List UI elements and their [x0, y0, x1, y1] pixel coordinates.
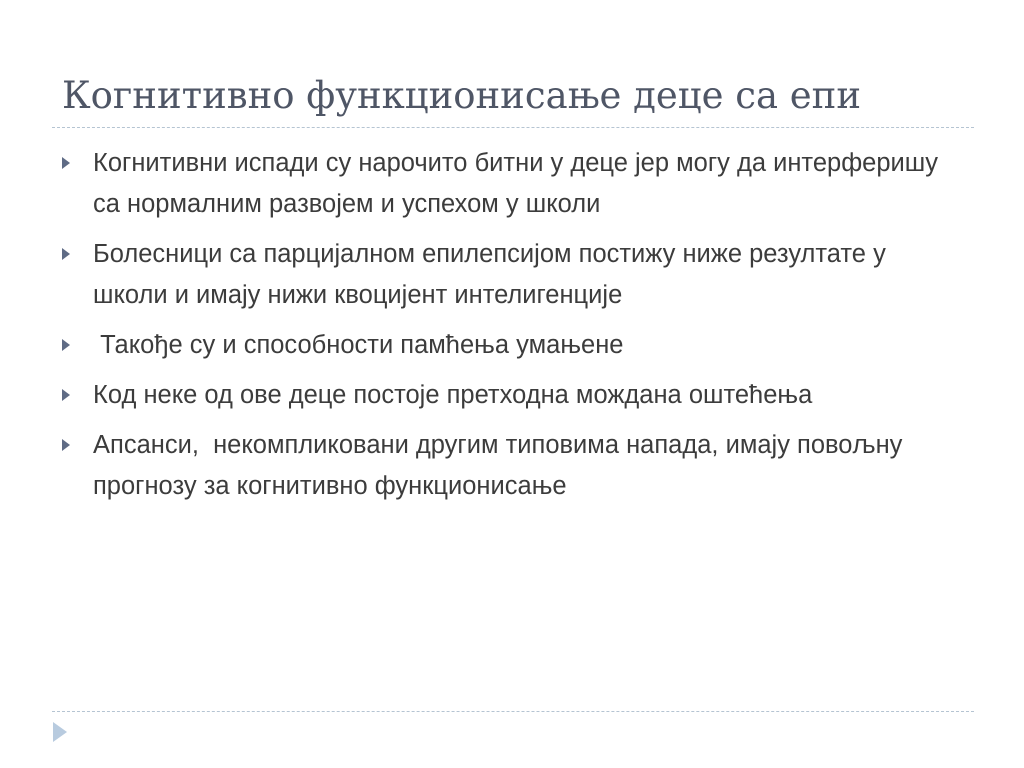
triangle-bullet-icon	[62, 389, 70, 401]
bullet-item	[62, 143, 962, 225]
triangle-bullet-icon	[62, 339, 70, 351]
bullet-list	[62, 143, 962, 516]
bullet-item	[62, 234, 962, 316]
triangle-bullet-icon	[62, 157, 70, 169]
bullet-text: Когнитивни испади су нарочито битни у деце јер могу да интерферишу са нормалним развојем и успехом у школи	[93, 149, 946, 218]
bullet-item	[62, 375, 962, 416]
slide-title: Когнитивно функционисање деце са епи	[62, 74, 862, 117]
bullet-text: Болесници са парцијалном епилепсијом постижу ниже резултате у школи и имају нижи квоцијент интелигенције	[93, 240, 893, 309]
next-slide-arrow-icon[interactable]	[53, 722, 67, 742]
bullet-item	[62, 425, 962, 507]
bullet-text: Апсанси, некомпликовани другим типовима напада, имају повољну прогнозу за когнитивно функционисање	[93, 431, 910, 500]
triangle-bullet-icon	[62, 248, 70, 260]
bullet-text: Такође су и способности памћења умањене	[93, 331, 624, 359]
title-divider	[52, 127, 974, 128]
bullet-item	[62, 325, 962, 366]
footer-divider	[52, 711, 974, 712]
bullet-text: Код неке од ове деце постоје претходна мождана оштећења	[93, 381, 813, 409]
triangle-bullet-icon	[62, 439, 70, 451]
